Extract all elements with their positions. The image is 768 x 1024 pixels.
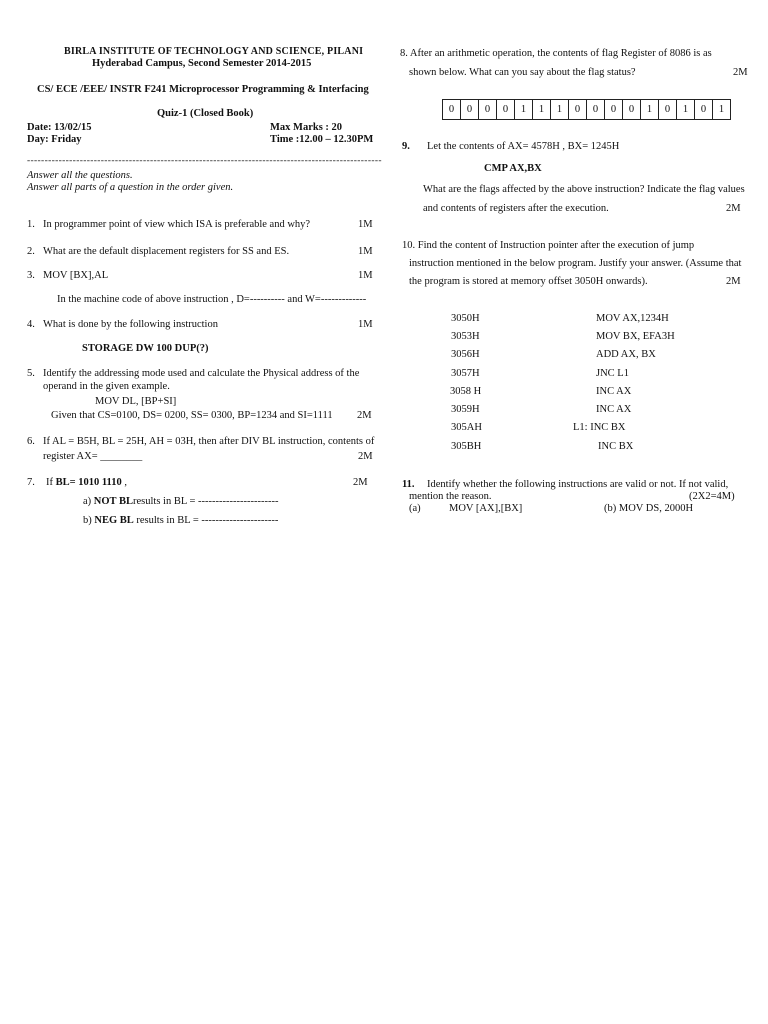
q9-text: Let the contents of AX= 4578H , BX= 1245H: [427, 141, 620, 152]
q6-line-2: register AX= ________: [43, 451, 143, 462]
flag-bit: 0: [623, 100, 641, 120]
instruction-line-2: Answer all parts of a question in the order given.: [27, 182, 234, 193]
q3-number: 3.: [27, 270, 35, 281]
q9-number: 9.: [402, 141, 410, 152]
q7-part-a: [83, 496, 278, 507]
program-address: 3058 H: [450, 386, 482, 397]
program-address: 305AH: [451, 422, 482, 433]
flag-bit: 1: [677, 100, 695, 120]
q4-text: What is done by the following instruction: [43, 319, 218, 330]
q8-line-2: shown below. What can you say about the flag status?: [409, 67, 636, 78]
q1-marks: 1M: [358, 219, 373, 230]
course-title: CS/ ECE /EEE/ INSTR F241 Microprocessor Programming & Interfacing: [37, 84, 369, 95]
max-marks: Max Marks : 20: [270, 122, 343, 133]
q10-line-1: 10. Find the content of Instruction pointer after the execution of jump: [402, 240, 695, 251]
program-address: 3050H: [451, 313, 480, 324]
q6-line-1: If AL = B5H, BL = 25H, AH = 03H, then after DIV BL instruction, contents of: [43, 436, 375, 447]
q7-a-op: NOT BL: [93, 496, 133, 507]
q9-marks: 2M: [726, 203, 741, 214]
flag-bit: 0: [479, 100, 497, 120]
flag-bit: 0: [605, 100, 623, 120]
flag-bit: 1: [533, 100, 551, 120]
flag-bit: 0: [659, 100, 677, 120]
instruction-line-1: Answer all the questions.: [27, 170, 133, 181]
flag-bit: 0: [461, 100, 479, 120]
q7-part-b: [83, 515, 278, 526]
program-address: 3056H: [451, 349, 480, 360]
program-address: 3059H: [451, 404, 480, 415]
flag-bit: 0: [695, 100, 713, 120]
q4-marks: 1M: [358, 319, 373, 330]
program-address: 3053H: [451, 331, 480, 342]
flag-register-table: [442, 99, 731, 120]
q4-number: 4.: [27, 319, 35, 330]
q6-number: 6.: [27, 436, 35, 447]
flag-bit: 0: [443, 100, 461, 120]
q7-a-rest: results in BL = -----------------------: [133, 496, 279, 507]
q7-a-label: a): [83, 496, 92, 507]
q5-line-2: operand in the given example.: [43, 381, 170, 392]
program-instruction: INC AX: [596, 386, 632, 397]
q8-line-1: 8. After an arithmetic operation, the contents of flag Register of 8086 is as: [400, 48, 712, 59]
q11-marks: (2X2=4M): [689, 491, 735, 502]
day-label: Day: Friday: [27, 134, 82, 145]
q8-marks: 2M: [733, 67, 748, 78]
q11-a-label: (a): [409, 503, 421, 514]
program-instruction: L1: INC BX: [573, 422, 626, 433]
q7-suffix: ,: [121, 477, 127, 488]
q1-text: In programmer point of view which ISA is preferable and why?: [43, 219, 311, 230]
q10-marks: 2M: [726, 276, 741, 287]
q7-number: 7.: [27, 477, 35, 488]
q7-b-rest: results in BL = ----------------------: [133, 515, 279, 526]
q7-bl-value: BL= 1010 1110: [55, 477, 122, 488]
flag-bit: 0: [569, 100, 587, 120]
q11-b-text: (b) MOV DS, 2000H: [604, 503, 694, 514]
q5-given: Given that CS=0100, DS= 0200, SS= 0300, BP=1234 and SI=1111: [51, 410, 333, 421]
q1-number: 1.: [27, 219, 35, 230]
q9-code: CMP AX,BX: [484, 163, 542, 174]
flag-bit: 1: [551, 100, 569, 120]
program-instruction: INC AX: [596, 404, 632, 415]
q2-text: What are the default displacement registers for SS and ES.: [43, 246, 290, 257]
separator-line: -----------------------------------------------------------------------------------------------------: [27, 156, 382, 166]
date-label: Date: 13/02/15: [27, 122, 92, 133]
flag-bit: 0: [497, 100, 515, 120]
campus-line: Hyderabad Campus, Second Semester 2014-2015: [92, 58, 312, 69]
q10-line-2: instruction mentioned in the below program. Justify your answer. (Assume that: [409, 258, 742, 269]
q5-code: MOV DL, [BP+SI]: [95, 396, 177, 407]
flag-register-row: [443, 100, 731, 120]
flag-bit: 1: [713, 100, 731, 120]
time-label: Time :12.00 – 12.30PM: [270, 134, 374, 145]
institute-name: BIRLA INSTITUTE OF TECHNOLOGY AND SCIENCE, PILANI: [64, 46, 364, 57]
q2-number: 2.: [27, 246, 35, 257]
q10-line-3: the program is stored at memory offset 3050H onwards).: [409, 276, 648, 287]
q4-code: STORAGE DW 100 DUP(?): [82, 343, 209, 354]
program-instruction: JNC L1: [596, 368, 629, 379]
program-address: 3057H: [451, 368, 480, 379]
q9-line-1: What are the flags affected by the above instruction? Indicate the flag values: [423, 184, 745, 195]
q3-subtext: In the machine code of above instruction , D=---------- and W=-------------: [57, 294, 367, 305]
q5-line-1: Identify the addressing mode used and calculate the Physical address of the: [43, 368, 360, 379]
program-instruction: INC BX: [598, 441, 634, 452]
flag-bit: 0: [587, 100, 605, 120]
q11-line-1: Identify whether the following instructions are valid or not. If not valid,: [427, 479, 729, 490]
q5-number: 5.: [27, 368, 35, 379]
q7-b-op: NEG BL: [94, 515, 134, 526]
flag-bit: 1: [515, 100, 533, 120]
q7-b-label: b): [83, 515, 92, 526]
q7-stem: [46, 477, 127, 488]
q3-text: MOV [BX],AL: [43, 270, 109, 281]
q7-marks: 2M: [353, 477, 368, 488]
q11-line-2: mention the reason.: [409, 491, 492, 502]
program-instruction: MOV BX, EFA3H: [596, 331, 675, 342]
q6-marks: 2M: [358, 451, 373, 462]
q7-prefix: If: [46, 477, 56, 488]
q5-marks: 2M: [357, 410, 372, 421]
q9-line-2: and contents of registers after the execution.: [423, 203, 609, 214]
flag-bit: 1: [641, 100, 659, 120]
program-instruction: ADD AX, BX: [596, 349, 656, 360]
program-address: 305BH: [451, 441, 482, 452]
q3-marks: 1M: [358, 270, 373, 281]
program-instruction: MOV AX,1234H: [596, 313, 669, 324]
quiz-title: Quiz-1 (Closed Book): [157, 108, 254, 119]
q2-marks: 1M: [358, 246, 373, 257]
q11-a-text: MOV [AX],[BX]: [449, 503, 523, 514]
q11-number: 11.: [402, 479, 415, 490]
